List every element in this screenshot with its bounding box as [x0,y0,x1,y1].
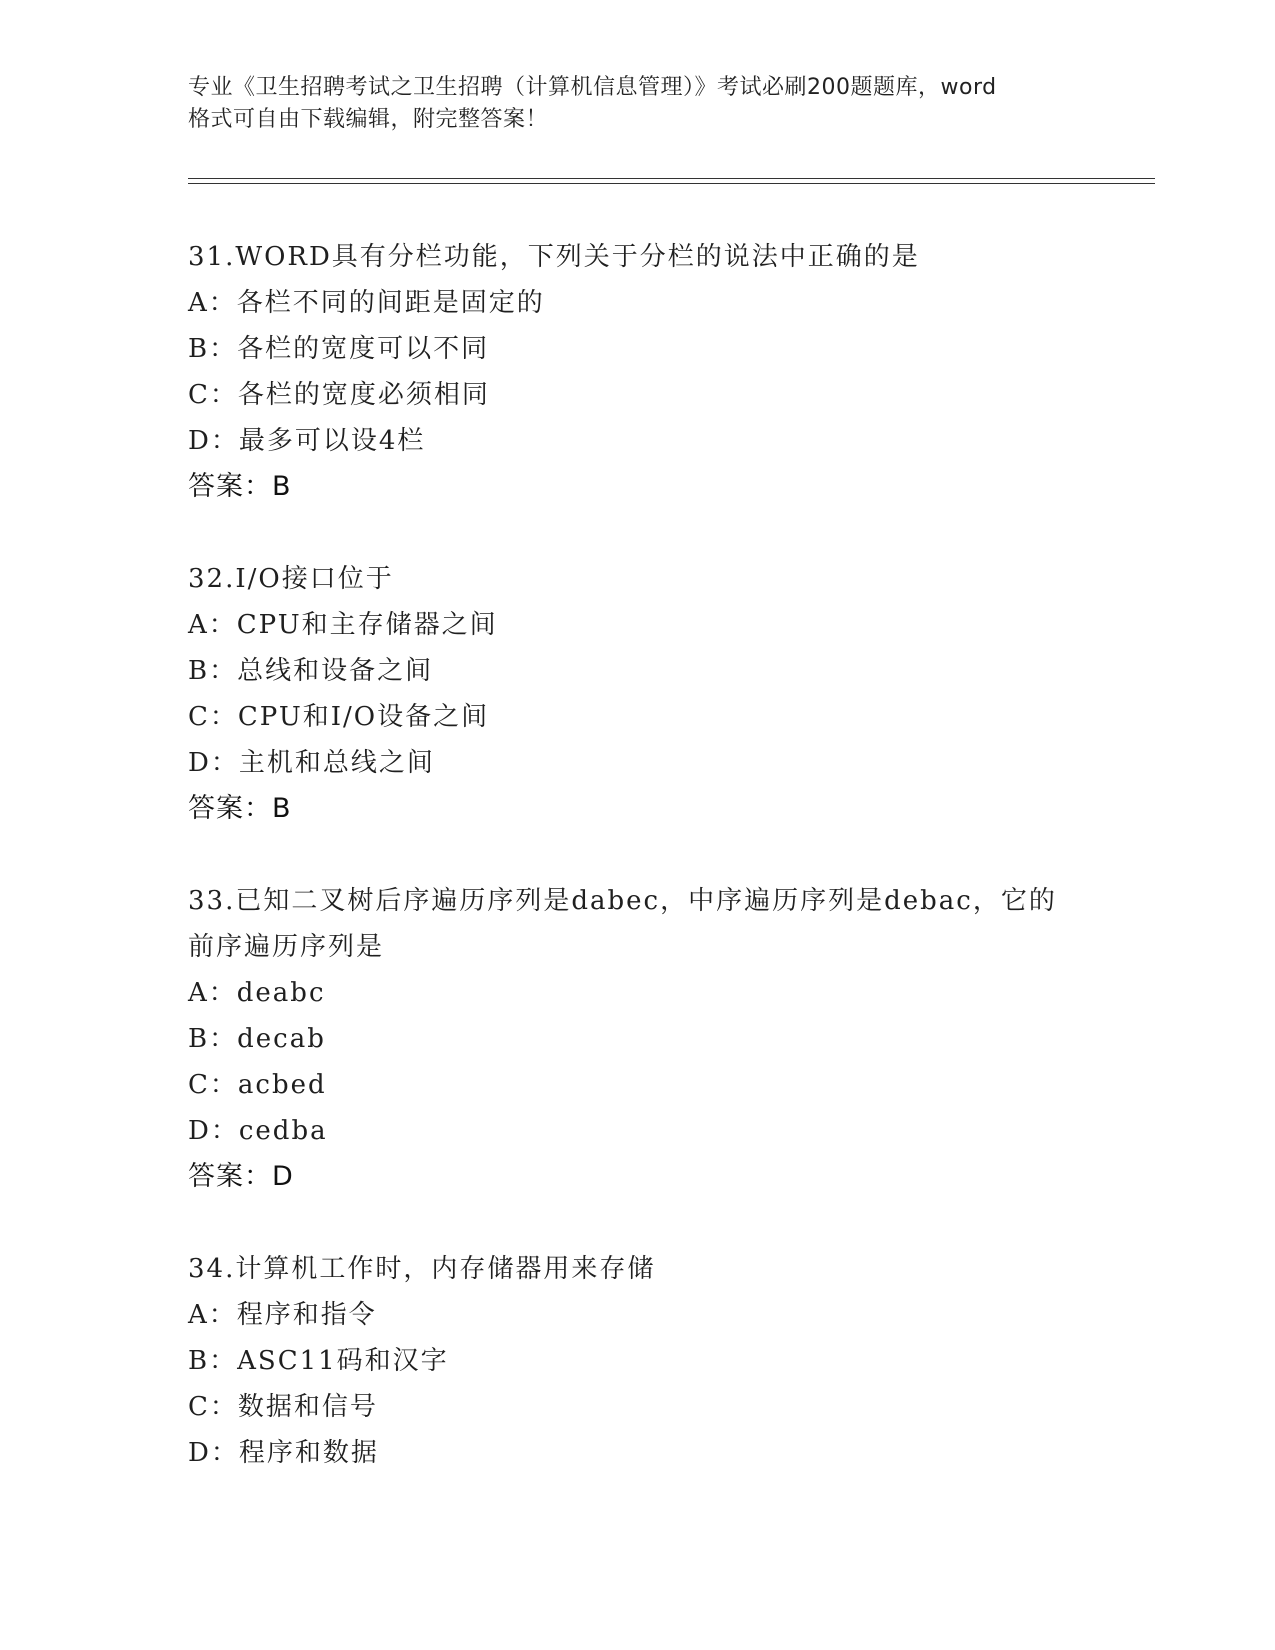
question-stem: 34.计算机工作时，内存储器用来存储 [188,1254,656,1284]
question-block [188,1246,1088,1476]
question-stem: 前序遍历序列是 [188,932,385,962]
answer-option: C：各栏的宽度必须相同 [188,380,490,410]
answer-option: C：acbed [188,1070,327,1100]
header-divider-top [188,178,1155,179]
answer-option: B：ASC11码和汉字 [188,1346,449,1376]
question-list [188,234,1088,1476]
answer-option: A：程序和指令 [188,1300,377,1330]
header-title-line-2: 格式可自由下载编辑，附完整答案！ [188,107,549,132]
answer-option: D：最多可以设4栏 [188,426,426,456]
answer-key: 答案：B [188,471,292,502]
answer-option: D：主机和总线之间 [188,748,435,778]
answer-option: D：程序和数据 [188,1438,379,1468]
question-spacer [188,510,1088,556]
answer-option: A：各栏不同的间距是固定的 [188,288,545,318]
answer-key: 答案：D [188,1161,294,1192]
answer-key: 答案：B [188,793,292,824]
document-header [188,72,1088,136]
question-stem: 33.已知二叉树后序遍历序列是dabec，中序遍历序列是debac，它的 [188,886,1057,916]
question-block [188,234,1088,510]
answer-option: C：CPU和I/O设备之间 [188,702,490,732]
answer-option: D：cedba [188,1116,328,1146]
answer-option: B：decab [188,1024,326,1054]
answer-option: A：CPU和主存储器之间 [188,610,498,640]
answer-option: B：总线和设备之间 [188,656,434,686]
header-title-line-1: 专业《卫生招聘考试之卫生招聘（计算机信息管理）》考试必刷200题题库，word [188,75,997,100]
question-block [188,878,1088,1200]
answer-option: C：数据和信号 [188,1392,378,1422]
header-divider-bottom [188,183,1155,184]
question-block [188,556,1088,832]
answer-option: A：deabc [188,978,326,1008]
question-stem: 31.WORD具有分栏功能，下列关于分栏的说法中正确的是 [188,242,920,272]
question-stem: 32.I/O接口位于 [188,564,394,594]
question-spacer [188,1200,1088,1246]
question-spacer [188,832,1088,878]
answer-option: B：各栏的宽度可以不同 [188,334,490,364]
